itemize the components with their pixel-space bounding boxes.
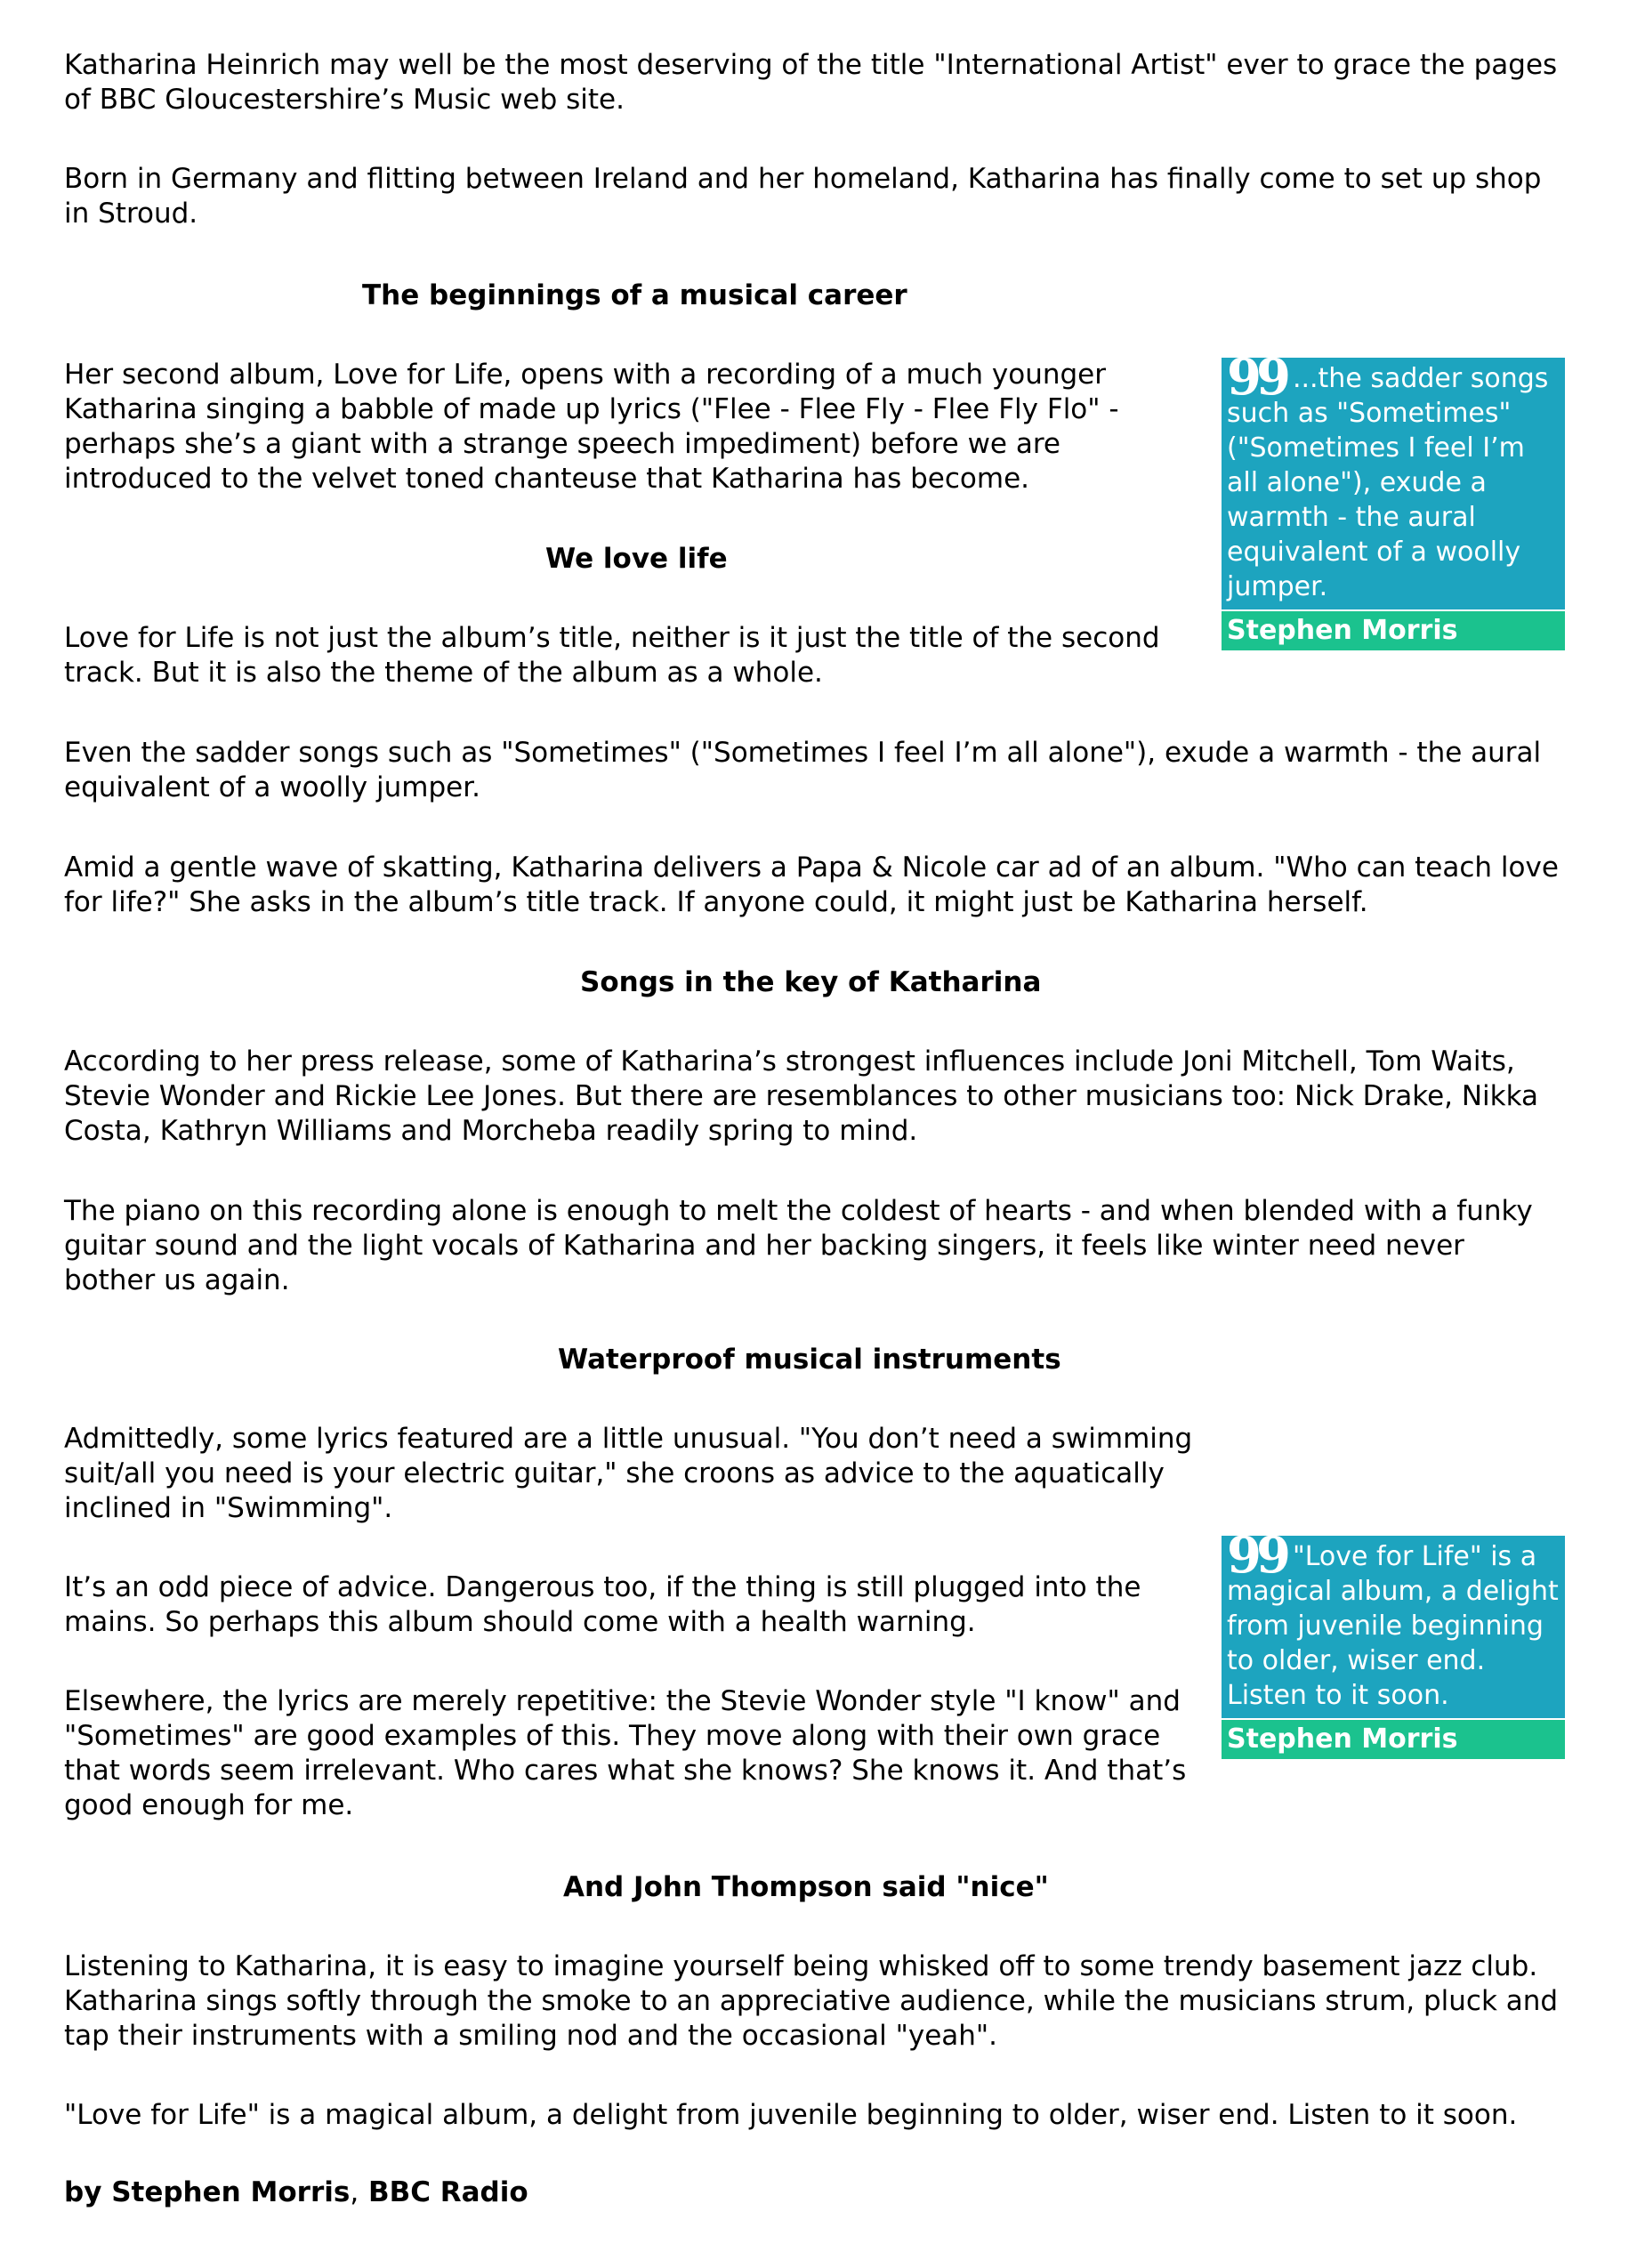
section-heading-songs-in-key: Songs in the key of Katharina <box>580 966 1042 998</box>
paragraph-skatting: Amid a gentle wave of skatting, Katharina delivers a Papa & Nicole car ad of an album. "Who can teach love for life?" She asks in the album’s title track. If anyone could, it might just be Katharina herself. <box>64 852 1559 918</box>
paragraph-influences: According to her press release, some of Katharina’s strongest influences include Joni Mitchell, Tom Waits, Stevie Wonder and Rickie Lee Jones. But there are resemblances to other musicians too: Nick Drake, Nikka Costa, Kathryn Williams and Morcheba readily spring to mind. <box>64 1045 1539 1147</box>
paragraph-second-album: Her second album, Love for Life, opens with a recording of a much younger Katharina singing a babble of made up lyrics ("Flee - Flee Fly - Flee Fly Flo" - perhaps she’s a giant with a strange speech impediment) before we are introduced to the velvet toned chanteuse that Katharina has become. <box>64 359 1119 495</box>
pullquote-author: Stephen Morris <box>1222 611 1565 650</box>
paragraph-odd-advice: It’s an odd piece of advice. Dangerous too, if the thing is still plugged into the mains. So perhaps this album should come with a health warning. <box>64 1571 1141 1638</box>
pullquote-body <box>1222 348 1565 609</box>
pullquote-1 <box>1222 348 1565 650</box>
pullquote-author: Stephen Morris <box>1222 1720 1565 1759</box>
paragraph-piano: The piano on this recording alone is enough to melt the coldest of hearts - and when blended with a funky guitar sound and the light vocals of Katharina and her backing singers, it feels like winter need never bother us again. <box>64 1195 1533 1296</box>
paragraph-repetitive-lyrics: Elsewhere, the lyrics are merely repetitive: the Stevie Wonder style "I know" and "Sometimes" are good examples of this. They move along with their own grace that words seem irrelevant. Who cares what she knows? She knows it. And that’s good enough for me. <box>64 1685 1187 1821</box>
byline-separator: , <box>350 2176 359 2208</box>
paragraph-origin: Born in Germany and flitting between Ireland and her homeland, Katharina has finally come to set up shop in Stroud. <box>64 163 1542 230</box>
pullquote-text: "Love for Life" is a magical album, a delight from juvenile beginning to older, wiser end. Listen to it soon. <box>1227 1541 1559 1711</box>
pullquote-body <box>1222 1526 1565 1718</box>
paragraph-intro: Katharina Heinrich may well be the most deserving of the title "International Artist" ever to grace the pages of BBC Gloucestershire’s Music web site. <box>64 49 1558 116</box>
paragraph-unusual-lyrics: Admittedly, some lyrics featured are a little unusual. "You don’t need a swimming suit/all you need is your electric guitar," she croons as advice to the aquatically inclined in "Swimming". <box>64 1423 1193 1524</box>
byline-org: BBC Radio <box>367 2176 528 2208</box>
paragraph-conclusion: "Love for Life" is a magical album, a delight from juvenile beginning to older, wiser end. Listen to it soon. <box>64 2099 1518 2131</box>
byline-author: by Stephen Morris <box>64 2176 351 2208</box>
pullquote-text: ...the sadder songs such as "Sometimes" ("Sometimes I feel I’m all alone"), exude a warmth - the aural equivalent of a woolly jumper. <box>1227 363 1549 602</box>
section-heading-waterproof: Waterproof musical instruments <box>558 1344 1061 1376</box>
pullquote-2 <box>1222 1526 1565 1759</box>
paragraph-album-theme: Love for Life is not just the album’s title, neither is it just the title of the second track. But it is also the theme of the album as a whole. <box>64 622 1160 689</box>
section-heading-we-love-life: We love life <box>545 543 728 575</box>
byline <box>64 2175 528 2210</box>
section-heading-beginnings: The beginnings of a musical career <box>362 279 907 311</box>
quote-mark-icon: 99 <box>1227 1526 1286 1585</box>
paragraph-sadder-songs: Even the sadder songs such as "Sometimes" ("Sometimes I feel I’m all alone"), exude a warmth - the aural equivalent of a woolly jumper. <box>64 737 1542 803</box>
section-heading-john-thompson: And John Thompson said "nice" <box>563 1871 1049 1903</box>
paragraph-jazz-club: Listening to Katharina, it is easy to imagine yourself being whisked off to some trendy basement jazz club. Katharina sings softly through the smoke to an appreciative audience, while the musicians strum, pluck and tap their instruments with a smiling nod and the occasional "yeah". <box>64 1950 1559 2052</box>
quote-mark-icon: 99 <box>1227 348 1286 407</box>
